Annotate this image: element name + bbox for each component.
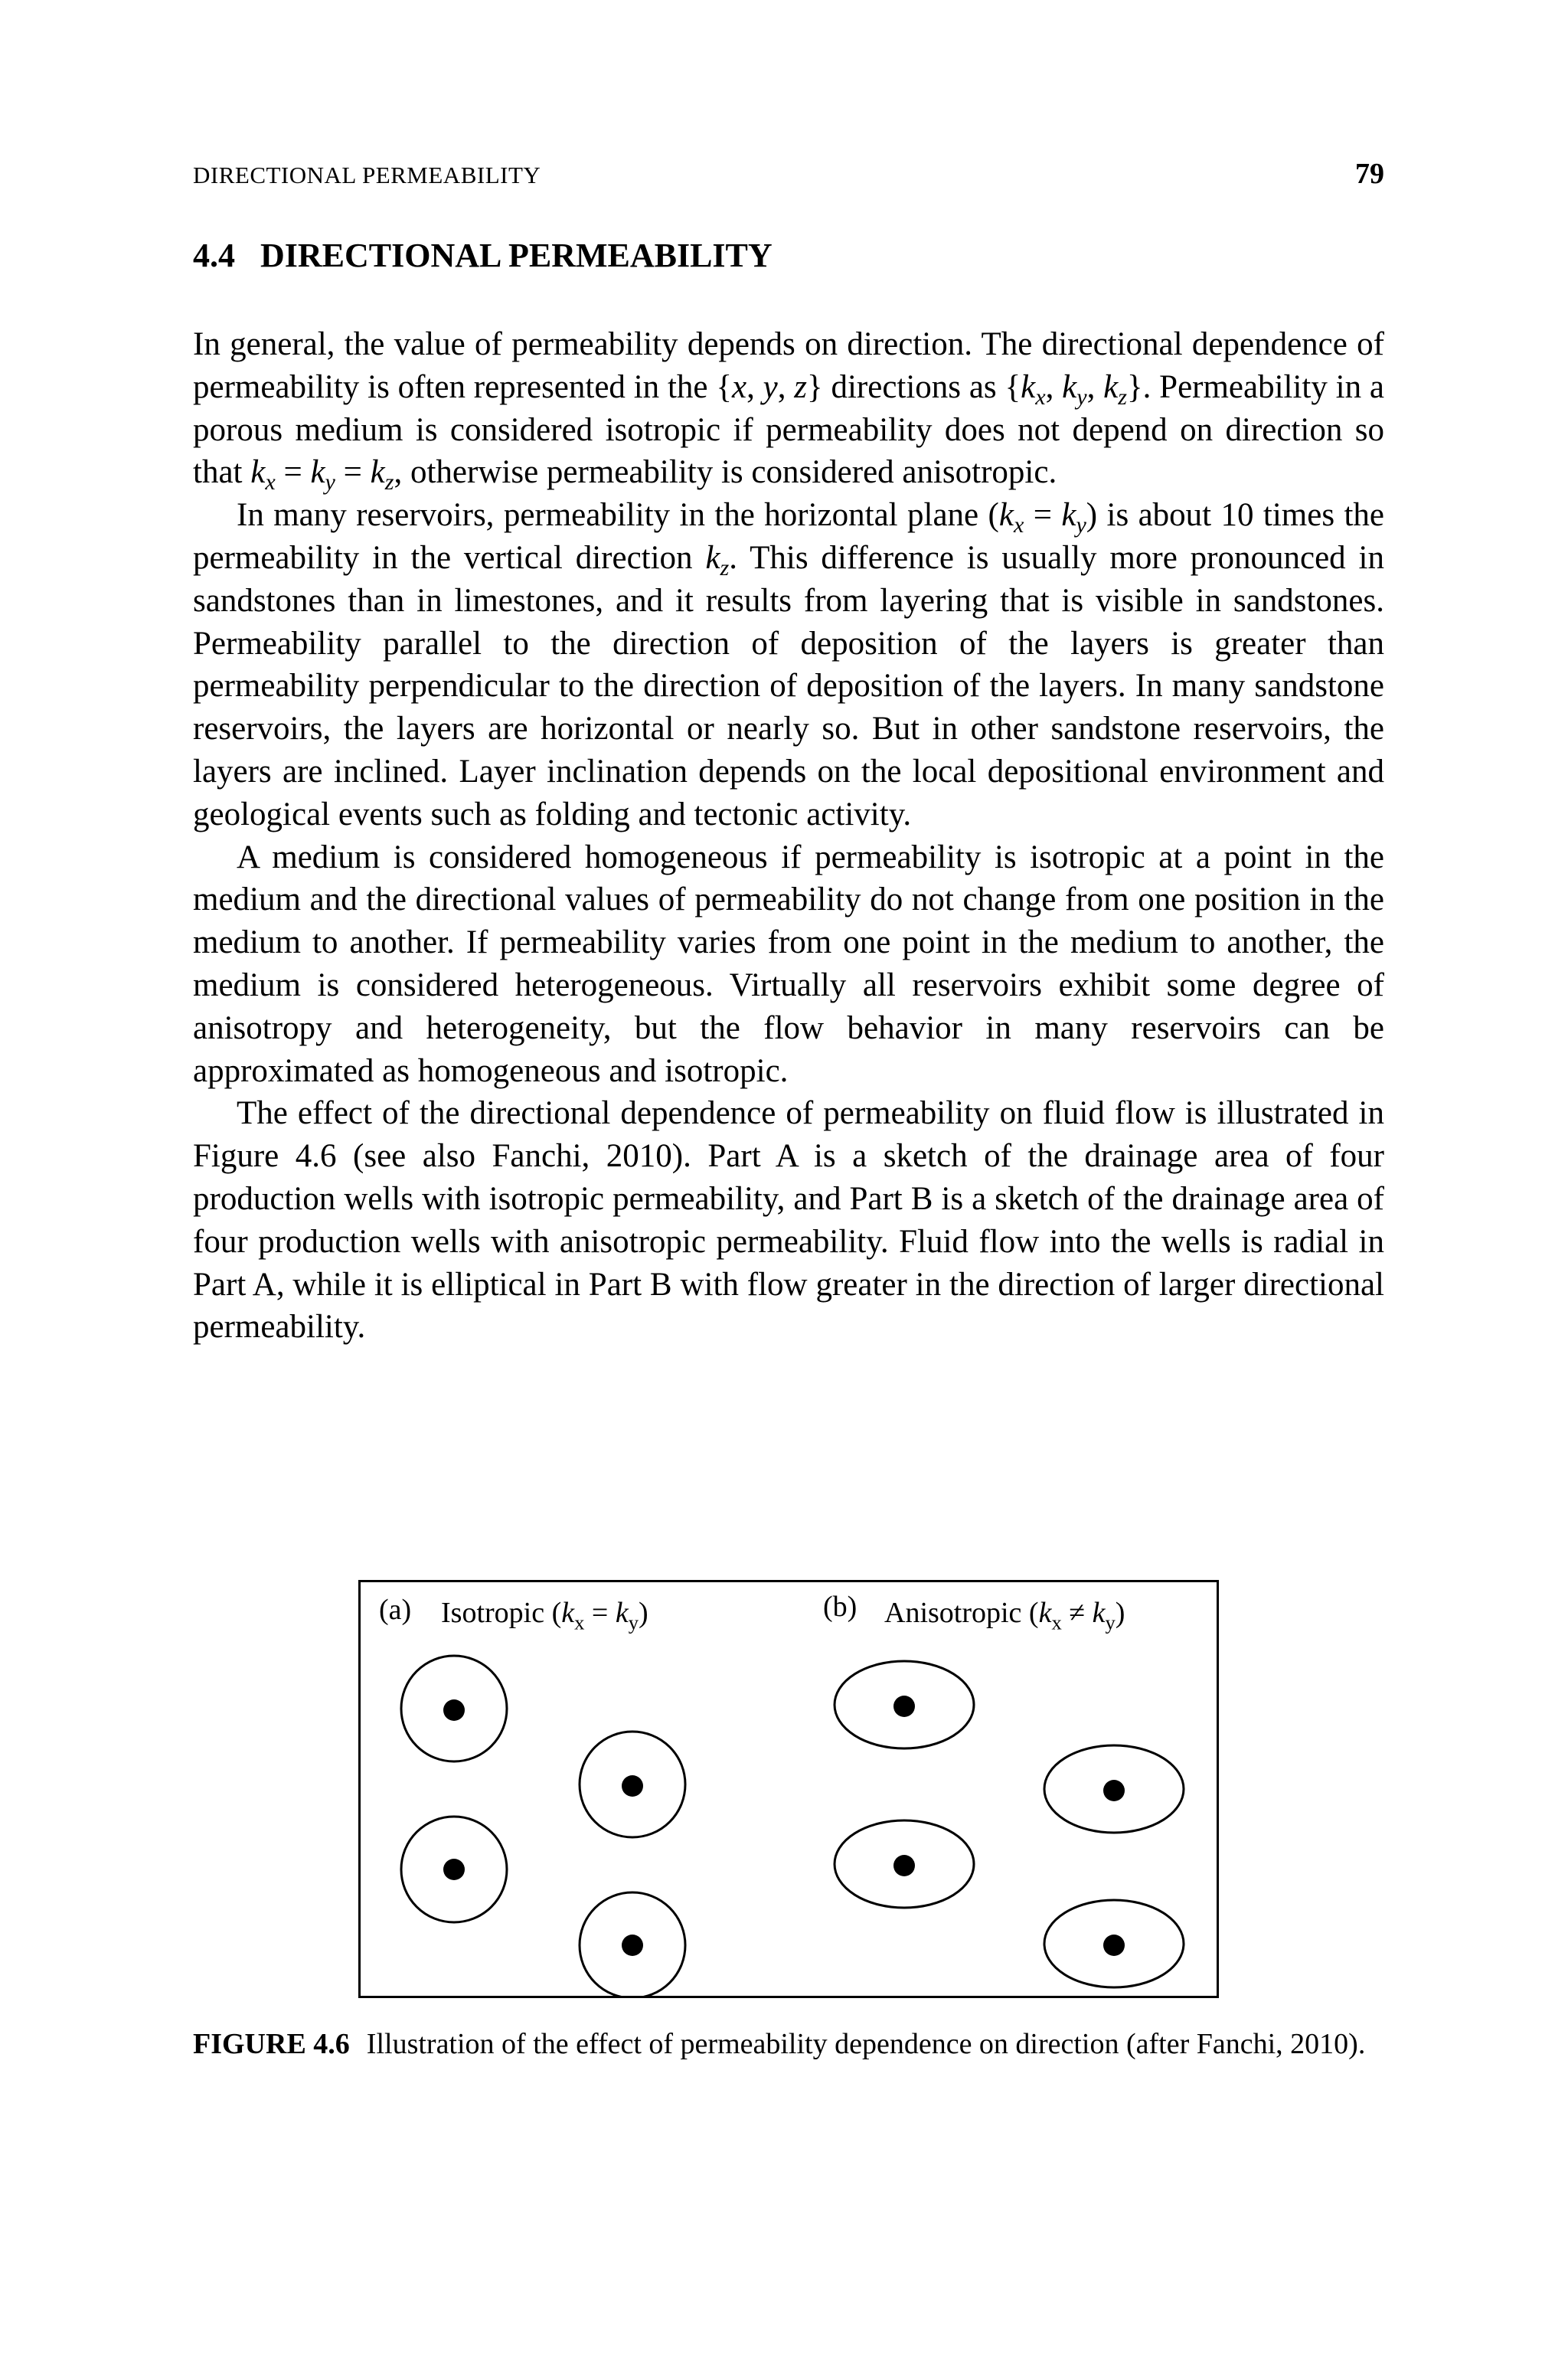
figure-4-6: [358, 1580, 1219, 1998]
caption-label: FIGURE 4.6: [193, 2028, 350, 2060]
well-dot: [622, 1935, 643, 1956]
well-dot: [893, 1696, 915, 1717]
paragraph-2: In many reservoirs, permeability in the horizontal plane $(k_x = k_y)$ is about 10 times the permeability in the vertical direction $k_z$. This difference is usually more pronounced in sandstones than in limestones, and it results from layering that is visible in sandstones. Permeability parallel to the direction of deposition of the layers is greater than permeability perpendicular to the direction of deposition of the layers. In many sandstone reservoirs, the layers are horizontal or nearly so. But in other sandstone reservoirs, the layers are inclined. Layer inclination depends on the local depositional environment and geological events such as folding and tectonic activity.: [193, 497, 1384, 832]
panel-a-letter: (a): [379, 1594, 412, 1626]
paragraph-1: In general, the value of permeability depends on direction. The directional dependence of permeability is often represented in the {x, y, z} directions as {$k_x$, $k_y$, $k_z$}. Permeability in a porous medium is considered isotropic if permeability does not depend on direction so that $k_x = k_y = k_z$, otherwise permeability is considered anisotropic.: [193, 326, 1385, 496]
panel-a-wells: [401, 1656, 685, 1996]
section-number: 4.4: [193, 237, 235, 274]
caption-text: Illustration of the effect of permeability dependence on direction (after Fanchi, 2010).: [366, 2028, 1366, 2060]
panel-a-label: Isotropic $(k_x = k_y)$: [441, 1597, 648, 1634]
panel-b-wells: [835, 1661, 1184, 1987]
page-number: 79: [1355, 158, 1384, 190]
well-dot: [622, 1775, 643, 1797]
figure-caption: [193, 2023, 1384, 2065]
body-text: [193, 323, 1384, 1349]
well-dot: [443, 1859, 465, 1880]
running-head: [193, 157, 1384, 191]
panel-b-letter: (b): [823, 1591, 858, 1623]
section-heading: [193, 236, 773, 275]
panel-b-label: Anisotropic $(k_x \ne k_y)$: [884, 1597, 1125, 1634]
well-dot: [893, 1855, 915, 1876]
well-dot: [1103, 1935, 1125, 1956]
running-title: DIRECTIONAL PERMEABILITY: [193, 162, 541, 188]
well-dot: [443, 1699, 465, 1721]
section-title: DIRECTIONAL PERMEABILITY: [260, 237, 773, 274]
paragraph-4: The effect of the directional dependence of permeability on fluid flow is illustrated in Figure 4.6 (see also Fanchi, 2010). Part A is a sketch of the drainage area of four production wells with isotropic permeability, and Part B is a sketch of the drainage area of four production wells with anisotropic permeability. Fluid flow into the wells is radial in Part A, while it is elliptical in Part B with flow greater in the direction of larger directional permeability.: [193, 1095, 1384, 1346]
figure-drawing: [361, 1582, 1217, 1996]
paragraph-3: A medium is considered homogeneous if permeability is isotropic at a point in the medium and the directional values of permeability do not change from one position in the medium to another. If permeability varies from one point in the medium to another, the medium is considered heterogeneous. Virtually all reservoirs exhibit some degree of anisotropy and heterogeneity, but the flow behavior in many reservoirs can be approximated as homogeneous and isotropic.: [193, 839, 1384, 1089]
well-dot: [1103, 1780, 1125, 1801]
